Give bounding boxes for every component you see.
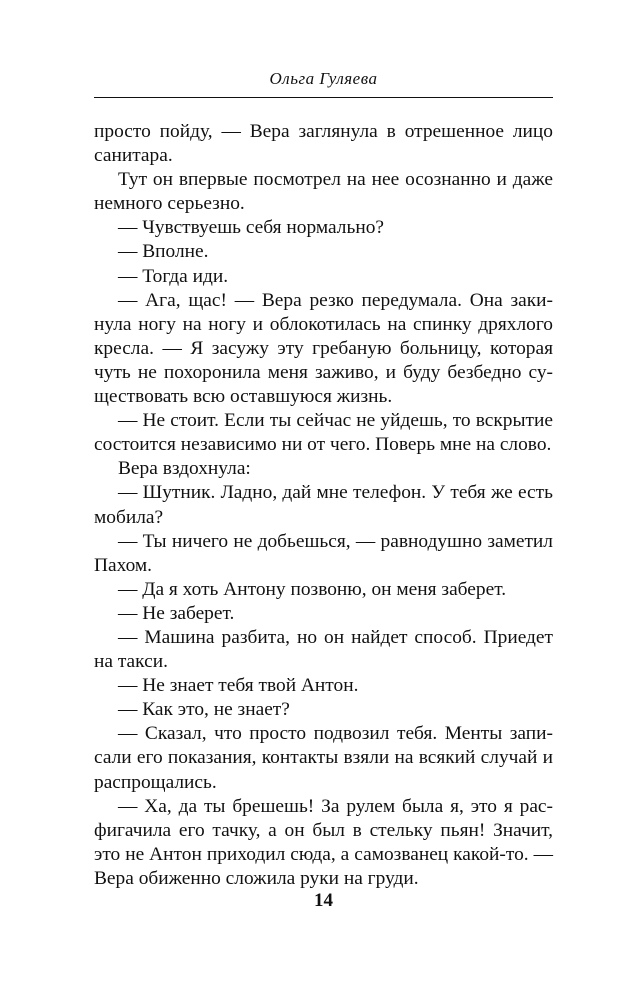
paragraph: — Вполне.	[118, 241, 209, 263]
paragraph: — Чувствуешь себя нормально?	[118, 217, 385, 239]
body-text	[94, 120, 553, 891]
paragraph: Вера вздохнула:	[118, 458, 251, 480]
paragraph: Тут он впервые посмотрел на нее осознанно и даже немного серьезно.	[94, 169, 553, 215]
running-header-author: Ольга Гуляева	[269, 69, 378, 88]
paragraph: — Как это, не знает?	[118, 699, 290, 721]
paragraph: — Не знает тебя твой Антон.	[118, 675, 359, 697]
page-number: 14	[314, 890, 333, 911]
paragraph: — Машина разбита, но он найдет способ. Приедет на такси.	[94, 626, 553, 673]
header-divider	[94, 97, 553, 98]
paragraph: просто пойду, — Вера заглянула в отрешенное лицо санитара.	[94, 121, 553, 167]
paragraph: — Тогда иди.	[118, 265, 229, 287]
paragraph: — Ага, щас! — Вера резко передумала. Она закинула ногу на ногу и облокотилась на спинку дряхлого кресла. — Я засужу эту гребаную больницу, которая чуть не похоронила меня заживо, и буду безбедно существовать всю оставшуюся жизнь.	[94, 289, 553, 408]
paragraph: — Сказал, что просто подвозил тебя. Менты записали его показания, контакты взяли на всякий случай и распрощались.	[94, 723, 553, 793]
paragraph: — Да я хоть Антону позвоню, он меня заберет.	[118, 578, 507, 600]
paragraph: — Не стоит. Если ты сейчас не уйдешь, то вскрытие состоится независимо ни от чего. Поверь мне на слово.	[94, 410, 553, 456]
paragraph: — Ха, да ты брешешь! За рулем была я, это я расфигачила его тачку, а он был в стельку пьян! Значит, это не Антон приходил сюда, а самозванец какой-то. — Вера обиженно сложила руки на груди.	[94, 795, 553, 889]
paragraph: — Шутник. Ладно, дай мне телефон. У тебя же есть мобила?	[94, 482, 553, 528]
paragraph: — Не заберет.	[118, 602, 235, 624]
paragraph: — Ты ничего не добьешься, — равнодушно заметил Пахом.	[94, 530, 553, 576]
